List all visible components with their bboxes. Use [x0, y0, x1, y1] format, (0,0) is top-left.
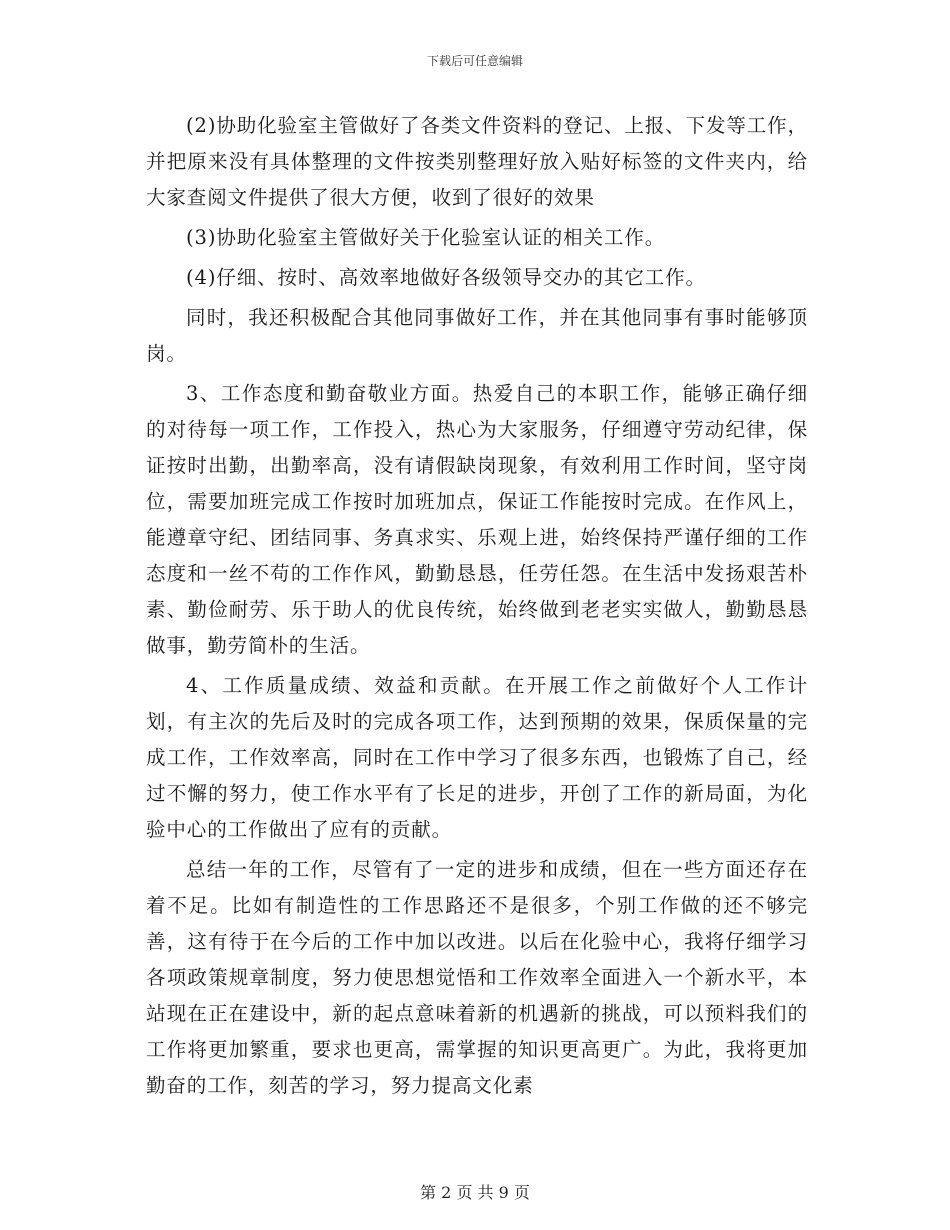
paragraph-work-quality: 4、工作质量成绩、效益和贡献。在开展工作之前做好个人工作计划，有主次的先后及时的完成各项工作，达到预期的效果，保质保量的完成工作，工作效率高，同时在工作中学习了很多东西，也锻炼了自己，经过不懈的努力，使工作水平有了长足的进步，开创了工作的新局面，为化验中心的工作做出了应有的贡献。	[146, 674, 808, 841]
paragraph-summary: 总结一年的工作，尽管有了一定的进步和成绩，但在一些方面还存在着不足。比如有制造性的工作思路还不是很多，个别工作做的还不够完善，这有待于在今后的工作中加以改进。以后在化验中心，我将仔细学习各项政策规章制度，努力使思想觉悟和工作效率全面进入一个新水平，本站现在正在建设中，新的起点意味着新的机遇新的挑战，可以预料我们的工作将更加繁重，要求也更高，需掌握的知识更高更广。为此，我将更加勤奋的工作，刻苦的学习，努力提高文化素	[146, 858, 808, 1097]
document-body	[146, 108, 808, 1104]
paragraph-item-3: (3)协助化验室主管做好关于化验室认证的相关工作。	[186, 226, 666, 249]
header-note: 下载后可任意编辑	[426, 54, 523, 68]
paragraph-item-2: (2)协助化验室主管做好了各类文件资料的登记、上报、下发等工作，并把原来没有具体整理的文件按类别整理好放入贴好标签的文件夹内，给大家查阅文件提供了很大方便，收到了很好的效果	[146, 114, 808, 209]
paragraph-work-attitude: 3、工作态度和勤奋敬业方面。热爱自己的本职工作，能够正确仔细的对待每一项工作，工作投入，热心为大家服务，仔细遵守劳动纪律，保证按时出勤，出勤率高，没有请假缺岗现象，有效利用工作时间，坚守岗位，需要加班完成工作按时加班加点，保证工作能按时完成。在作风上，能遵章守纪、团结同事、务真求实、乐观上进，始终保持严谨仔细的工作态度和一丝不苟的工作作风，勤勤恳恳，任劳任怨。在生活中发扬艰苦朴素、勤俭耐劳、乐于助人的优良传统，始终做到老老实实做人，勤勤恳恳做事，勤劳简朴的生活。	[146, 382, 808, 657]
page-number: 第 2 页 共 9 页	[420, 1183, 530, 1202]
paragraph-cooperation: 同时，我还积极配合其他同事做好工作，并在其他同事有事时能够顶岗。	[146, 306, 808, 365]
paragraph-item-4: (4)仔细、按时、高效率地做好各级领导交办的其它工作。	[186, 266, 706, 289]
